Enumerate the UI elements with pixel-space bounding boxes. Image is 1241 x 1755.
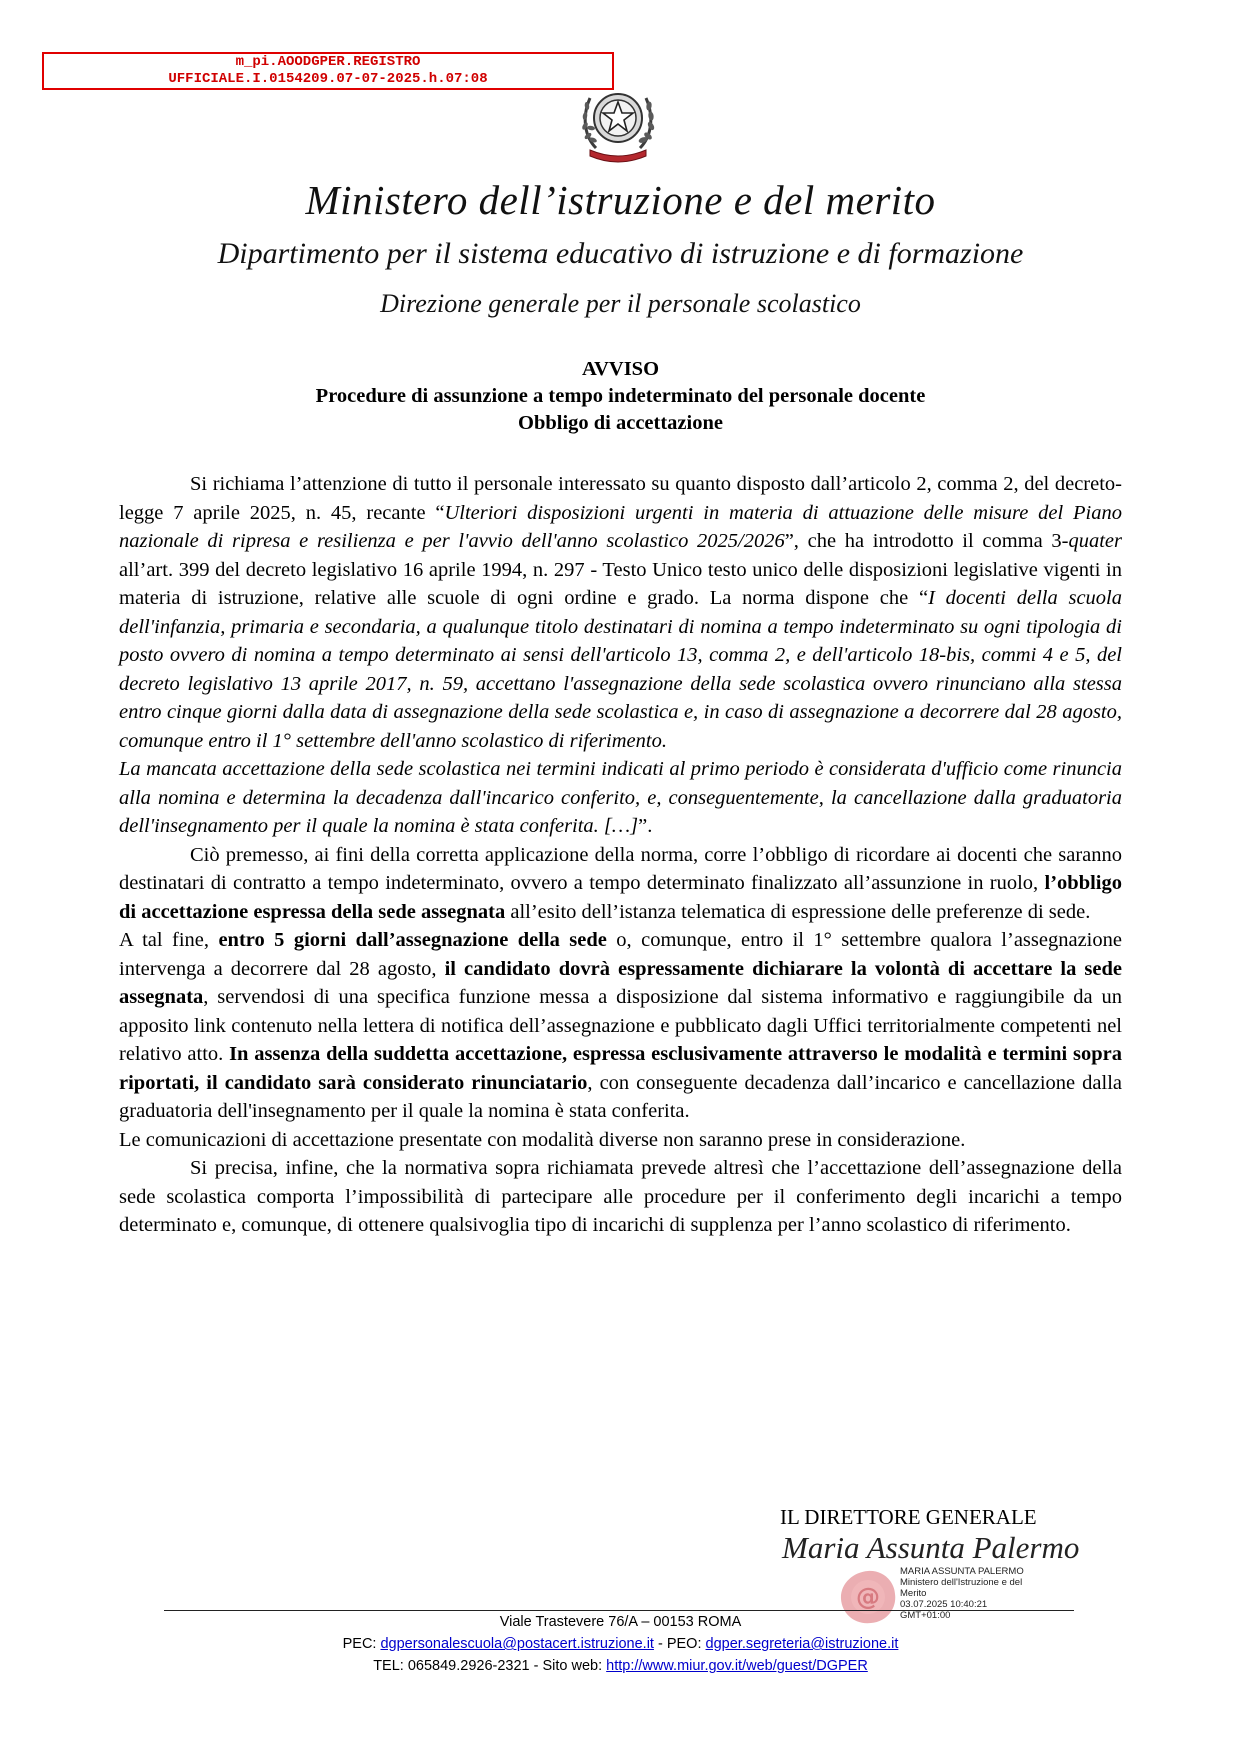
protocol-stamp-line2: UFFICIALE.I.0154209.07-07-2025.h.07:08 bbox=[168, 71, 488, 87]
text-span: Ciò premesso, ai fini della corretta applicazione della norma, corre l’obbligo di ricordare ai docenti che saranno destinatari di contratto a tempo indeterminato, ovvero a tempo determinato finalizzato all’assunzione in ruolo, bbox=[119, 843, 1122, 894]
text-span: all’art. 399 del decreto legislativo 16 aprile 1994, n. 297 - Testo Unico testo unico delle disposizioni legislative vigenti in materia di istruzione, relative alle scuole di ogni ordine e grado. La norma dispone che “ bbox=[119, 558, 1122, 609]
seal-line: Merito bbox=[900, 1588, 927, 1599]
paragraph-4 bbox=[119, 926, 1122, 1126]
decree-title: Ulteriori disposizioni urgenti in materia di attuazione delle misure del Piano nazionale di ripresa e resilienza e per l'avvio dell'anno scolastico 2025/2026 bbox=[119, 501, 1122, 552]
bold-text: entro 5 giorni dall’assegnazione della sede bbox=[218, 929, 607, 951]
footer-contacts bbox=[0, 1656, 1241, 1676]
tel-label: TEL: 065849.2926-2321 - Sito web: bbox=[373, 1658, 607, 1674]
text-span: A tal fine, bbox=[119, 929, 219, 951]
text-span: , servendosi di una specifica funzione messa a disposizione dal sistema informativo e raggiungibile da un apposito link contenuto nella lettera di notifica dell’assegnazione e pubblicato dagli Uffici territorialmente competenti nel relativo atto. bbox=[119, 986, 1122, 1065]
seal-line: MARIA ASSUNTA PALERMO bbox=[900, 1566, 1024, 1577]
bold-text: In assenza della suddetta accettazione, espressa esclusivamente attraverso le modalità e termini sopra riportati, il candidato sarà considerato rinunciatario bbox=[119, 1043, 1122, 1094]
text-span: , con conseguente decadenza dall’incarico e cancellazione dalla graduatoria dell'insegnamento per il quale la nomina è stata conferita. bbox=[119, 1071, 1122, 1122]
bold-text: l’obbligo di accettazione espressa della sede assegnata bbox=[119, 872, 1122, 923]
paragraph-2 bbox=[119, 755, 1122, 841]
bold-text: il candidato dovrà espressamente dichiarare la volontà di accettare la sede assegnata bbox=[119, 957, 1122, 1008]
paragraph-5: Le comunicazioni di accettazione presentate con modalità diverse non saranno prese in considerazione. bbox=[119, 1128, 966, 1151]
signatory-role: IL DIRETTORE GENERALE bbox=[780, 1505, 1037, 1529]
paragraph-6: Si precisa, infine, che la normativa sopra richiamata prevede altresì che l’accettazione dell’assegnazione della sede scolastica comporta l’impossibilità di partecipare alle procedure per il conferimento degli incarichi a tempo determinato e, comunque, di ottenere qualsivoglia tipo di incarichi di supplenza per l’anno scolastico di riferimento. bbox=[119, 1157, 1122, 1236]
quoted-norm: I docenti della scuola dell'infanzia, primaria e secondaria, a qualunque titolo destinatari di nomina a tempo indeterminato su ogni tipologia di posto ovvero di nomina a tempo determinato ai sensi dell'articolo 13, comma 2, e dell'articolo 18-bis, commi 4 e 5, del decreto legislativo 13 aprile 2017, n. 59, accettano l'assegnazione della sede scolastica ovvero rinunciano alla stessa entro cinque giorni dalla data di assegnazione della sede scolastica e, in caso di assegnazione a decorrere dal 28 agosto, comunque entro il 1° settembre dell'anno scolastico di riferimento. bbox=[119, 587, 1122, 752]
department-name: Dipartimento per il sistema educativo di istruzione e di formazione bbox=[217, 237, 1024, 270]
notice-subtitle: Procedure di assunzione a tempo indeterminato del personale docente bbox=[315, 385, 926, 407]
italian-republic-emblem-icon bbox=[576, 78, 660, 164]
notice-title: AVVISO bbox=[581, 358, 660, 380]
text-span: ”. bbox=[638, 815, 653, 837]
quoted-norm-continued: La mancata accettazione della sede scolastica nei termini indicati al primo periodo è considerata d'ufficio come rinuncia alla nomina e determina la decadenza dall'incarico conferito, e, conseguentemente, la cancellazione dalla graduatoria dell'insegnamento per il quale la nomina è stata conferita. […] bbox=[119, 758, 1122, 837]
website-link[interactable]: http://www.miur.gov.it/web/guest/DGPER bbox=[606, 1658, 868, 1674]
footer-divider bbox=[164, 1610, 1074, 1611]
text-span: quater bbox=[1068, 530, 1122, 552]
paragraph-1 bbox=[119, 470, 1122, 755]
text-span: ”, che ha introdotto il comma 3- bbox=[784, 530, 1069, 552]
protocol-stamp-line1: m_pi.AOODGPER.REGISTRO bbox=[235, 54, 421, 70]
paragraph-3 bbox=[119, 841, 1122, 927]
text-span: o, comunque, entro il 1° settembre qualora l’assegnazione intervenga a decorrere dal 28 agosto, bbox=[119, 929, 1122, 980]
text-span: Si richiama l’attenzione di tutto il personale interessato su quanto disposto dall’articolo 2, comma 2, del decreto-legge 7 aprile 2025, n. 45, recante “ bbox=[119, 473, 1122, 524]
pec-email-link[interactable]: dgpersonalescuola@postacert.istruzione.it bbox=[380, 1636, 654, 1652]
directorate-name: Direzione generale per il personale scolastico bbox=[380, 289, 861, 318]
svg-text:@: @ bbox=[856, 1583, 880, 1611]
protocol-stamp bbox=[42, 52, 614, 90]
seal-line: 03.07.2025 10:40:21 bbox=[900, 1599, 988, 1610]
pec-label: PEC: bbox=[342, 1636, 381, 1652]
peo-email-link[interactable]: dgper.segreteria@istruzione.it bbox=[705, 1636, 899, 1652]
notice-subtitle-2: Obbligo di accettazione bbox=[518, 412, 723, 434]
peo-label: - PEO: bbox=[653, 1636, 706, 1652]
footer-address: Viale Trastevere 76/A – 00153 ROMA bbox=[499, 1614, 742, 1630]
footer-emails bbox=[0, 1634, 1241, 1654]
seal-line: GMT+01:00 bbox=[900, 1610, 951, 1621]
signatory-name: Maria Assunta Palermo bbox=[782, 1530, 1080, 1565]
seal-line: Ministero dell'Istruzione e del bbox=[900, 1577, 1023, 1588]
notice-body bbox=[119, 470, 1122, 1240]
text-span: all’esito dell’istanza telematica di espressione delle preferenze di sede. bbox=[505, 900, 1091, 923]
ministry-name: Ministero dell’istruzione e del merito bbox=[305, 177, 936, 223]
